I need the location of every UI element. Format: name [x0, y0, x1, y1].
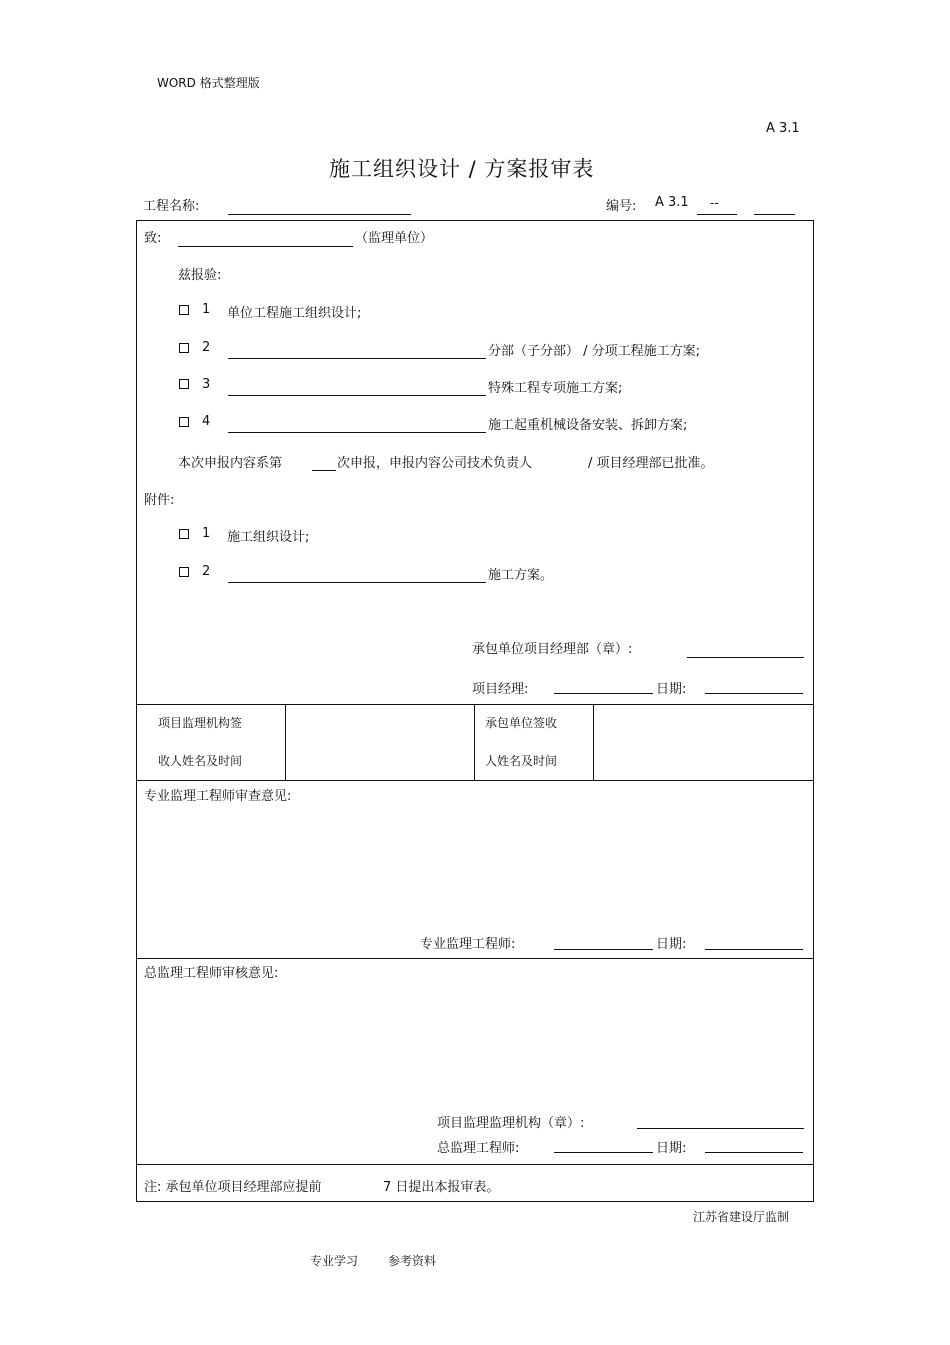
project-manager-label: 项目经理: [472, 682, 529, 697]
attachment-2-checkbox[interactable] [179, 567, 189, 577]
footer-tag-reference: 参考资料 [388, 1254, 437, 1268]
chief-signature-field[interactable] [554, 1152, 653, 1153]
declaration-part-b: 次申报，申报内容公司技术负责人 [337, 456, 533, 471]
attachment-2-field[interactable] [228, 582, 486, 583]
chief-date-label: 日期: [656, 1141, 687, 1156]
watermark-label: WORD 格式整理版 [157, 76, 260, 90]
note-part-b: 7 日提出本报审表。 [383, 1180, 500, 1195]
item-3-checkbox[interactable] [179, 379, 189, 389]
engineer-opinion-field[interactable] [144, 810, 804, 920]
supervision-org-stamp-field[interactable] [637, 1128, 804, 1129]
supervision-receiver-label-line2: 收人姓名及时间 [158, 754, 243, 768]
engineer-date-field[interactable] [705, 949, 803, 950]
note-part-a: 注: 承包单位项目经理部应提前 [144, 1180, 322, 1195]
number-separator: -- [710, 196, 719, 210]
project-name-label: 工程名称: [143, 199, 200, 214]
contractor-dept-stamp-field[interactable] [687, 657, 804, 658]
pm-date-field[interactable] [705, 693, 803, 694]
divider-sign-col-2 [474, 704, 475, 780]
number-label: 编号: [606, 199, 637, 214]
to-label: 致: [144, 231, 162, 246]
chief-signature-label: 总监理工程师: [437, 1141, 520, 1156]
chief-opinion-label: 总监理工程师审核意见: [144, 966, 279, 981]
attachments-label: 附件: [144, 493, 175, 508]
item-3-field[interactable] [228, 395, 486, 396]
submission-count-field[interactable] [312, 470, 336, 471]
issuer-label: 江苏省建设厅监制 [693, 1210, 790, 1224]
attachment-1-text: 施工组织设计; [227, 530, 310, 545]
item-1-number: 1 [202, 302, 211, 317]
engineer-signature-field[interactable] [554, 949, 653, 950]
supervision-receiver-field[interactable] [290, 709, 470, 775]
item-4-field[interactable] [228, 432, 486, 433]
number-field-2[interactable] [754, 214, 795, 215]
divider-note-top [136, 1164, 814, 1165]
divider-chief-top [136, 958, 814, 959]
chief-opinion-field[interactable] [144, 988, 804, 1088]
page-title: 施工组织设计 / 方案报审表 [329, 157, 595, 181]
contractor-dept-label: 承包单位项目经理部（章）: [472, 642, 633, 657]
supervision-org-stamp-label: 项目监理监理机构（章）: [437, 1116, 585, 1131]
item-3-number: 3 [202, 377, 211, 392]
attachment-2-number: 2 [202, 564, 211, 579]
to-suffix: （监理单位） [355, 231, 434, 246]
number-value: A 3.1 [655, 195, 689, 210]
attachment-1-number: 1 [202, 526, 211, 541]
declaration-part-a: 本次申报内容系第 [178, 456, 283, 471]
divider-engineer-top [136, 780, 814, 781]
contractor-receiver-label-line2: 人姓名及时间 [485, 754, 558, 768]
declaration-part-c: / 项目经理部已批准。 [588, 456, 714, 471]
item-4-checkbox[interactable] [179, 417, 189, 427]
attachment-2-text: 施工方案。 [488, 568, 554, 583]
contractor-receiver-label-line1: 承包单位签收 [485, 716, 558, 730]
item-2-field[interactable] [228, 358, 486, 359]
item-2-checkbox[interactable] [179, 343, 189, 353]
item-1-checkbox[interactable] [179, 305, 189, 315]
divider-sign-col-3 [593, 704, 594, 780]
contractor-receiver-field[interactable] [598, 709, 808, 775]
footer-tag-study: 专业学习 [310, 1254, 359, 1268]
chief-date-field[interactable] [705, 1152, 803, 1153]
item-4-text: 施工起重机械设备安装、拆卸方案; [488, 418, 688, 433]
engineer-signature-label: 专业监理工程师: [420, 937, 516, 952]
intro-text: 兹报验: [178, 268, 222, 283]
form-code: A 3.1 [766, 121, 800, 136]
item-2-number: 2 [202, 340, 211, 355]
number-field-1[interactable] [697, 214, 737, 215]
item-3-text: 特殊工程专项施工方案; [488, 381, 623, 396]
project-manager-field[interactable] [554, 693, 653, 694]
supervision-receiver-label-line1: 项目监理机构签 [158, 716, 243, 730]
engineer-opinion-label: 专业监理工程师审查意见: [144, 789, 292, 804]
engineer-date-label: 日期: [656, 937, 687, 952]
project-name-field[interactable] [228, 214, 411, 215]
pm-date-label: 日期: [656, 682, 687, 697]
supervision-unit-field[interactable] [178, 246, 353, 247]
item-4-number: 4 [202, 414, 211, 429]
attachment-1-checkbox[interactable] [179, 529, 189, 539]
divider-sign-row-top [136, 704, 814, 705]
item-2-text: 分部（子分部） / 分项工程施工方案; [488, 344, 701, 359]
item-1-text: 单位工程施工组织设计; [227, 306, 362, 321]
divider-sign-col-1 [285, 704, 286, 780]
